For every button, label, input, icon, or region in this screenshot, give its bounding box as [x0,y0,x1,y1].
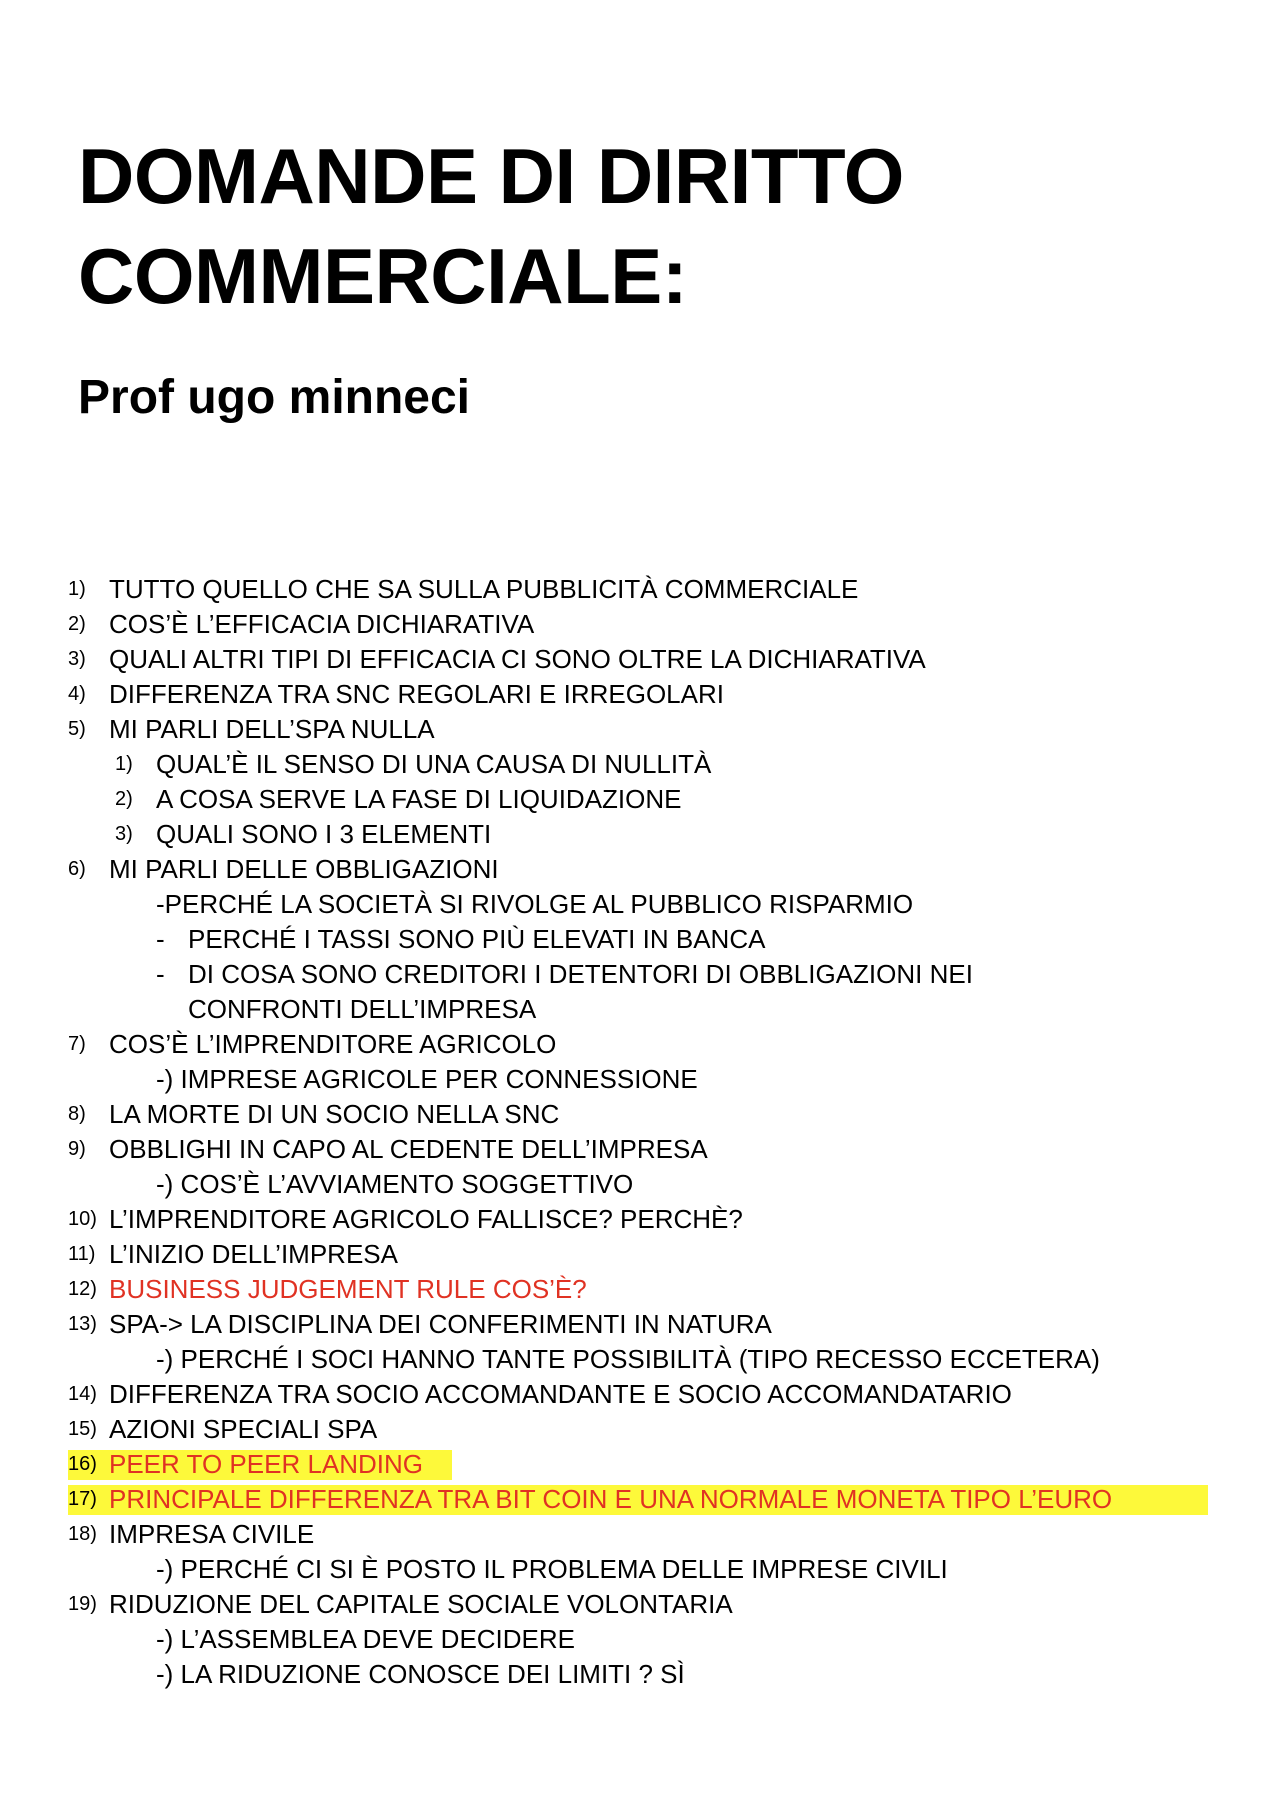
question-number: 8) [68,1103,86,1125]
subpoint [0,1622,1280,1657]
question-number: 3) [68,648,86,670]
dash-item [0,957,1280,992]
question-number: 2) [68,613,86,635]
dash-item-continuation [0,992,1280,1027]
question-text: SPA-> LA DISCIPLINA DEI CONFERIMENTI IN NATURA [109,1309,772,1339]
question-number: 16) [68,1453,97,1475]
question-5 [0,712,1280,747]
question-text: MI PARLI DELLE OBBLIGAZIONI [109,854,499,884]
question-number: 12) [68,1278,97,1300]
question-15 [0,1412,1280,1447]
question-6 [0,852,1280,887]
question-16 [0,1447,1280,1482]
question-number: 18) [68,1523,97,1545]
question-text: RIDUZIONE DEL CAPITALE SOCIALE VOLONTARIA [109,1589,733,1619]
subquestion-5-3 [0,817,1280,852]
question-3 [0,642,1280,677]
question-text: COS’È L’EFFICACIA DICHIARATIVA [109,609,535,639]
question-text: LA MORTE DI UN SOCIO NELLA SNC [109,1099,560,1129]
question-text: DIFFERENZA TRA SOCIO ACCOMANDANTE E SOCIO ACCOMANDATARIO [109,1379,1012,1409]
question-4 [0,677,1280,712]
question-text: L’IMPRENDITORE AGRICOLO FALLISCE? PERCHÈ? [109,1204,743,1234]
subpoint [0,1657,1280,1692]
subpoint-text: -) L’ASSEMBLEA DEVE DECIDERE [156,1624,576,1654]
question-7 [0,1027,1280,1062]
question-2 [0,607,1280,642]
question-text-highlighted: PRINCIPALE DIFFERENZA TRA BIT COIN E UNA NORMALE MONETA TIPO L’EURO [109,1484,1113,1514]
dash-item-text: PERCHÉ I TASSI SONO PIÙ ELEVATI IN BANCA [188,924,766,954]
question-text-highlighted: PEER TO PEER LANDING [109,1449,424,1479]
subpoint [0,1167,1280,1202]
question-number: 11) [68,1243,96,1265]
subquestion-number: 1) [115,753,133,775]
question-12 [0,1272,1280,1307]
question-number: 6) [68,858,86,880]
subquestion-text: A COSA SERVE LA FASE DI LIQUIDAZIONE [156,784,682,814]
question-1 [0,572,1280,607]
subpoint [0,1342,1280,1377]
subquestion-number: 2) [115,788,133,810]
question-text-red: BUSINESS JUDGEMENT RULE COS’È? [109,1274,587,1304]
question-number: 13) [68,1313,97,1335]
question-number: 14) [68,1383,97,1405]
question-text: COS’È L’IMPRENDITORE AGRICOLO [109,1029,557,1059]
question-number: 1) [68,578,86,600]
question-17 [0,1482,1280,1517]
question-number: 19) [68,1593,97,1615]
subquestion-5-1 [0,747,1280,782]
subquestion-text: QUALI SONO I 3 ELEMENTI [156,819,492,849]
dash-bullet: - [156,924,165,954]
question-text: TUTTO QUELLO CHE SA SULLA PUBBLICITÀ COMMERCIALE [109,574,859,604]
question-number: 7) [68,1033,86,1055]
question-number: 17) [68,1488,97,1510]
subpoint-text: -) PERCHÉ I SOCI HANNO TANTE POSSIBILITÀ (TIPO RECESSO ECCETERA) [156,1344,1100,1374]
question-8 [0,1097,1280,1132]
question-number: 10) [68,1208,97,1230]
question-10 [0,1202,1280,1237]
question-19 [0,1587,1280,1622]
subpoint-text: -) COS’È L’AVVIAMENTO SOGGETTIVO [156,1169,634,1199]
dash-item-text: DI COSA SONO CREDITORI I DETENTORI DI OBBLIGAZIONI NEI [188,959,973,989]
question-text: L’INIZIO DELL’IMPRESA [109,1239,398,1269]
subpoint-text: -) PERCHÉ CI SI È POSTO IL PROBLEMA DELLE IMPRESE CIVILI [156,1554,948,1584]
question-text: DIFFERENZA TRA SNC REGOLARI E IRREGOLARI [109,679,724,709]
dash-bullet: - [156,959,165,989]
question-text: QUALI ALTRI TIPI DI EFFICACIA CI SONO OLTRE LA DICHIARATIVA [109,644,926,674]
question-text: IMPRESA CIVILE [109,1519,315,1549]
subpoint [0,887,1280,922]
question-number: 9) [68,1138,86,1160]
subpoint [0,1062,1280,1097]
document-subtitle: Prof ugo minneci [78,371,471,424]
question-number: 15) [68,1418,97,1440]
question-13 [0,1307,1280,1342]
document-title [78,126,904,326]
subpoint-text: -PERCHÉ LA SOCIETÀ SI RIVOLGE AL PUBBLICO RISPARMIO [156,889,914,919]
question-9 [0,1132,1280,1167]
dash-item [0,922,1280,957]
question-text: OBBLIGHI IN CAPO AL CEDENTE DELL’IMPRESA [109,1134,708,1164]
question-text: MI PARLI DELL’SPA NULLA [109,714,435,744]
question-number: 5) [68,718,86,740]
subquestion-text: QUAL’È IL SENSO DI UNA CAUSA DI NULLITÀ [156,749,712,779]
question-18 [0,1517,1280,1552]
title-line-1: DOMANDE DI DIRITTO [78,132,904,220]
subpoint-text: -) LA RIDUZIONE CONOSCE DEI LIMITI ? SÌ [156,1659,685,1689]
question-text: AZIONI SPECIALI SPA [109,1414,378,1444]
subpoint-text: -) IMPRESE AGRICOLE PER CONNESSIONE [156,1064,698,1094]
dash-item-text: CONFRONTI DELL’IMPRESA [188,994,537,1024]
subquestion-number: 3) [115,823,133,845]
subquestion-5-2 [0,782,1280,817]
subpoint [0,1552,1280,1587]
question-14 [0,1377,1280,1412]
question-list [0,572,1280,1692]
question-number: 4) [68,683,86,705]
title-line-2: COMMERCIALE: [78,232,688,320]
question-11 [0,1237,1280,1272]
